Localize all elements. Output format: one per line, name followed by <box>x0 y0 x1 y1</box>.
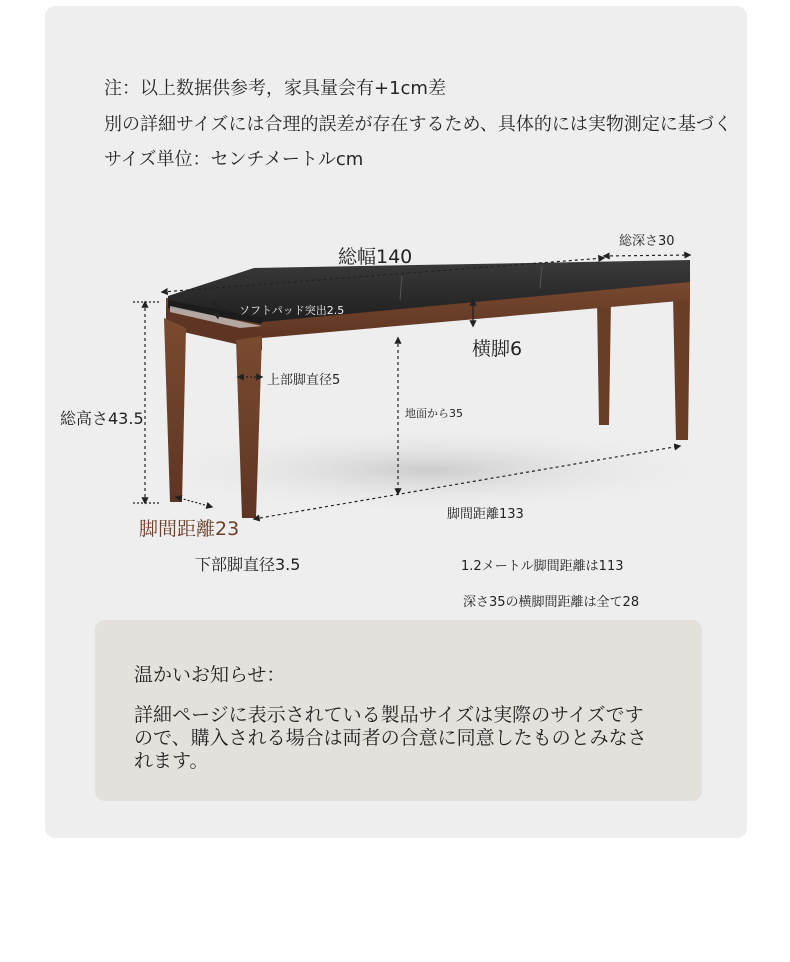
soft-pad-label: ソフトパッド突出2.5 <box>239 304 345 317</box>
unit-note: サイズ単位：センチメートルcm <box>104 149 364 170</box>
total-width-label: 総幅140 <box>338 246 413 268</box>
reference-note: 注：以上数据供参考，家具量会有+1cm差 <box>104 78 446 99</box>
total-depth-label: 総深さ30 <box>619 234 675 249</box>
total-height-label: 総高さ43.5 <box>60 409 144 428</box>
notice-box <box>95 620 702 801</box>
notice-body: 詳細ページに表示されている製品サイズは実際のサイズですので、購入される場合は両者の合意に同意したものとみなされます。 <box>134 704 647 772</box>
bench-back-legs <box>597 296 690 440</box>
floor-shadow <box>130 425 730 515</box>
tolerance-note: 別の詳細サイズには合理的誤差が存在するため、具体的には実物測定に基づく <box>104 114 732 135</box>
depth-dimension-line <box>604 255 690 256</box>
upper-leg-diameter-label: 上部脚直径5 <box>267 373 341 388</box>
variant-note-1: 1.2メートル脚間距離は113 <box>461 559 624 574</box>
variant-note-2: 深さ35の横脚間距離は全て28 <box>463 595 640 610</box>
cross-leg-label: 横脚6 <box>472 338 523 360</box>
leg-distance-side-label: 脚間距離23 <box>139 518 240 540</box>
notice-title: 温かいお知らせ： <box>134 664 286 686</box>
lower-leg-diameter-label: 下部脚直径3.5 <box>195 555 301 574</box>
leg-distance-front-label: 脚間距離133 <box>447 507 524 522</box>
ground-clearance-label: 地面から35 <box>405 407 463 420</box>
